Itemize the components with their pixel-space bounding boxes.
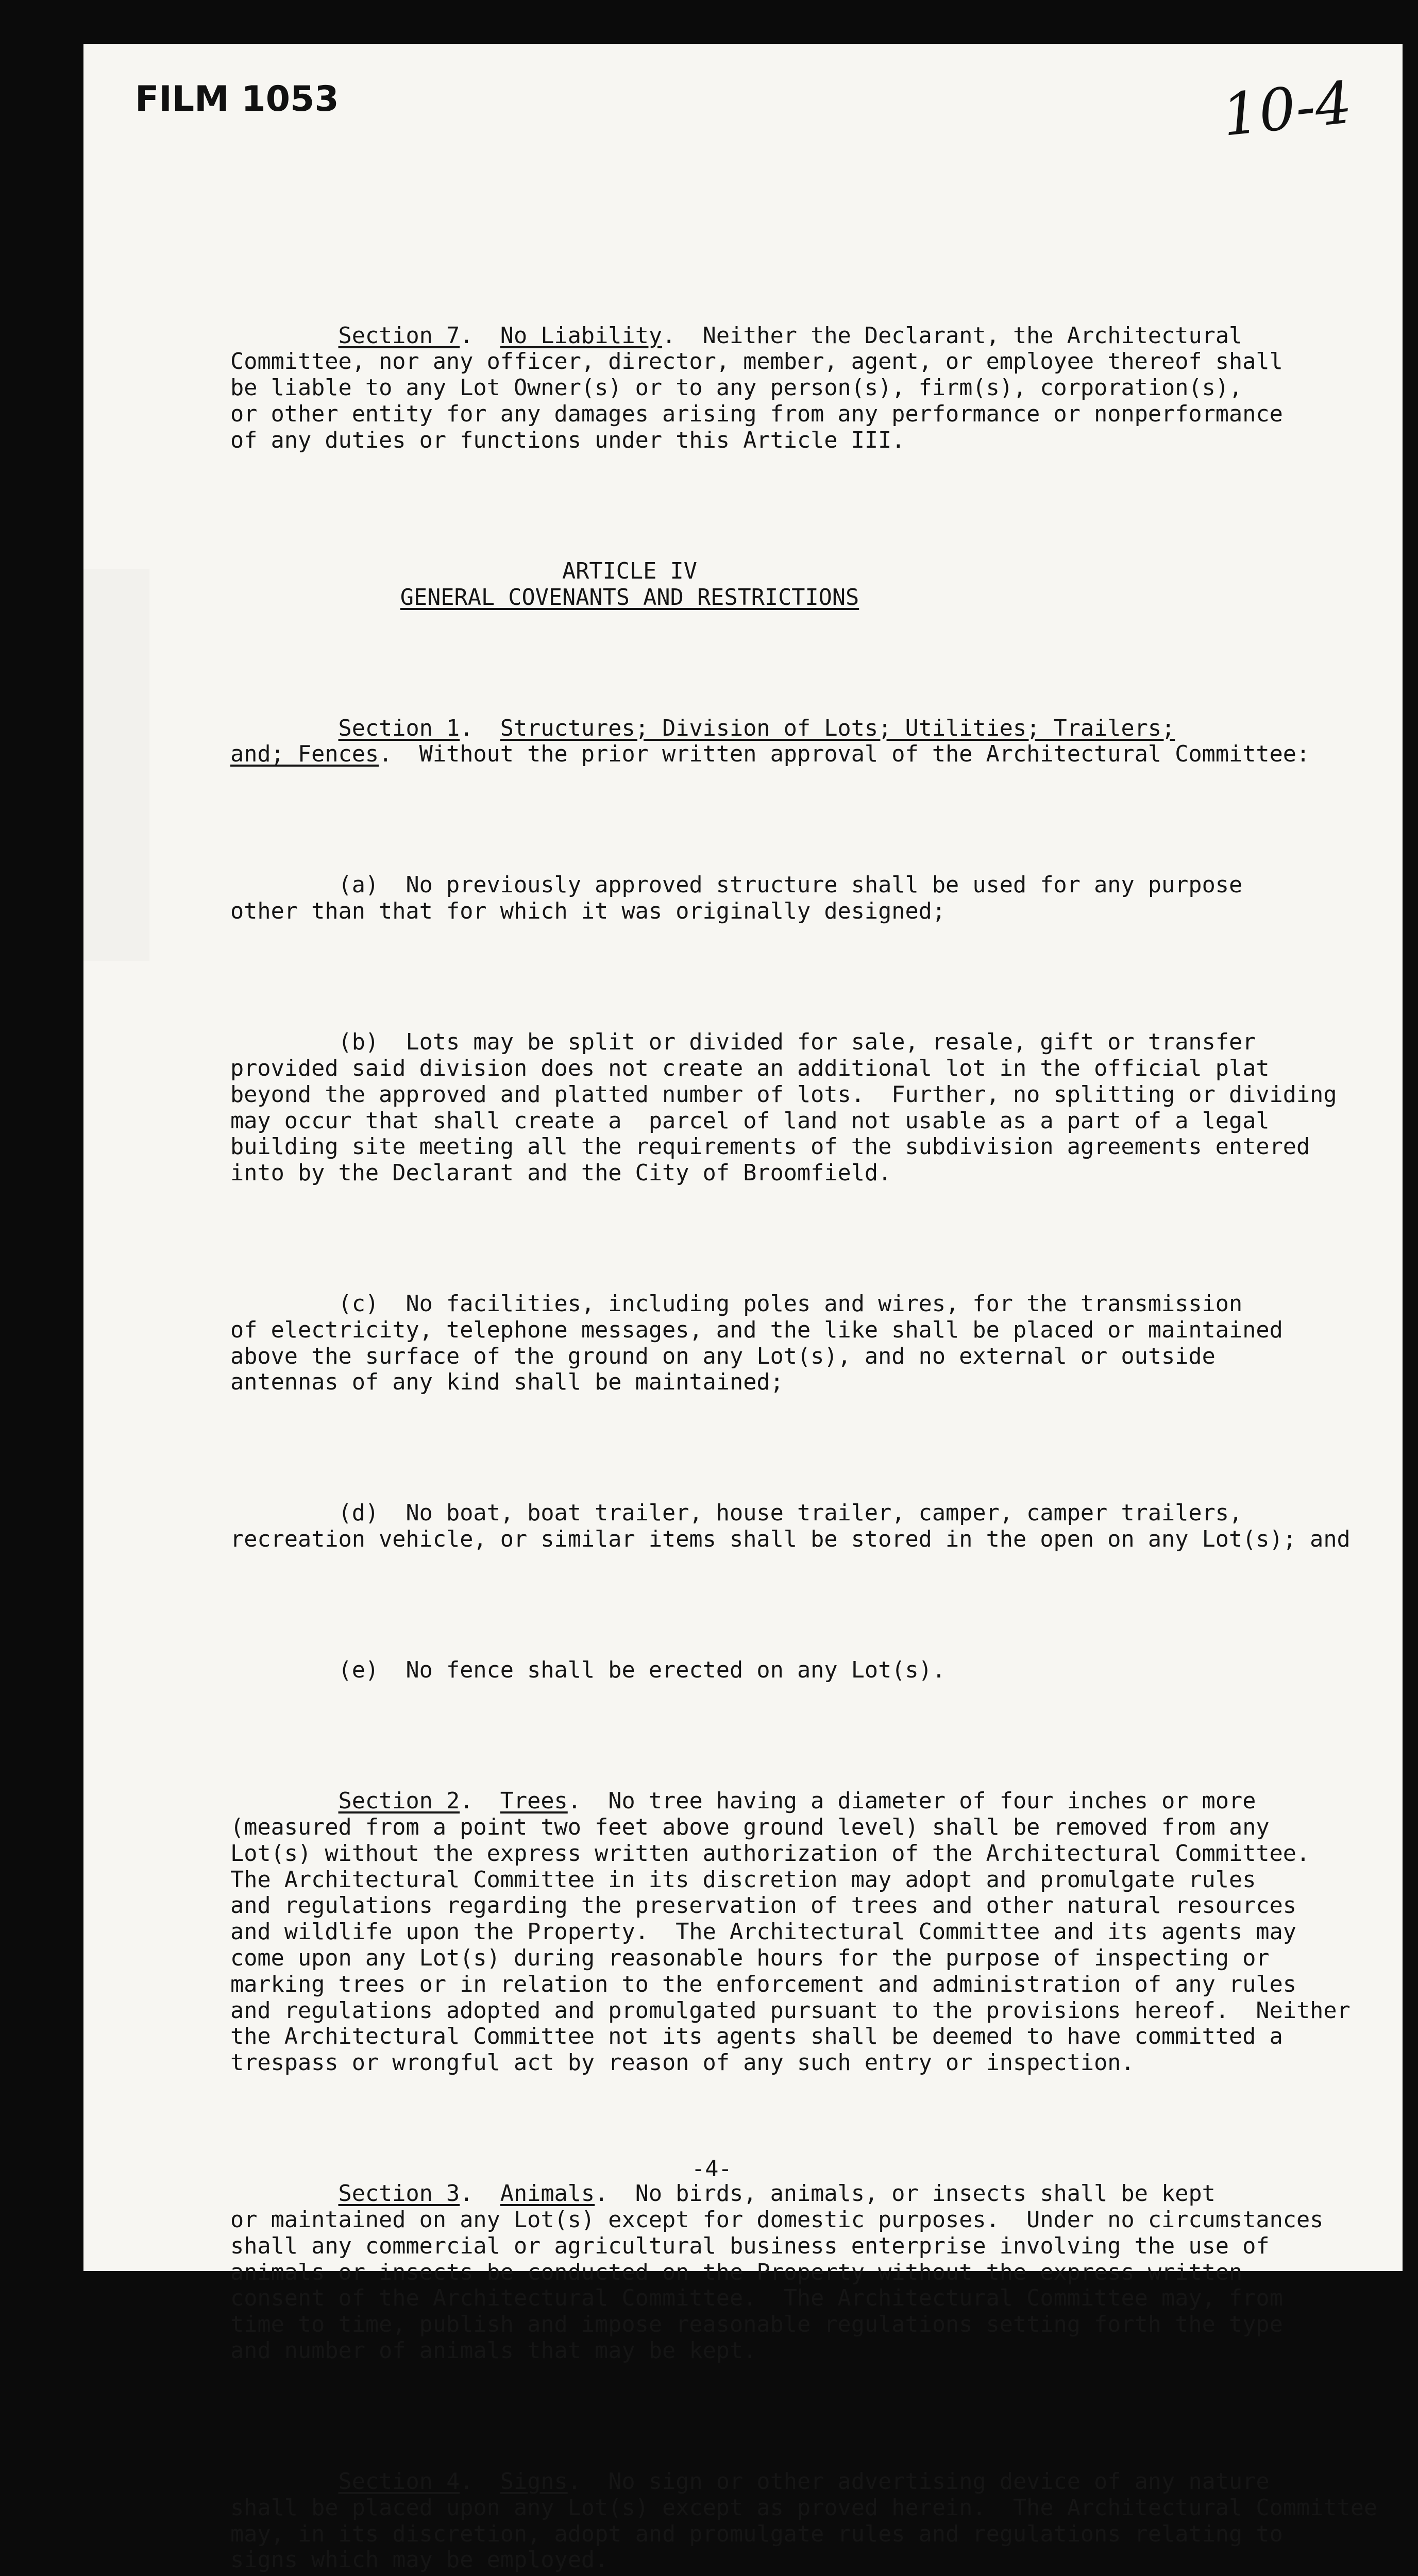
section-heading: Section 1 (338, 715, 460, 741)
section-2: Section 2. Trees. No tree having a diameter of four inches or more (measured from a point two feet above ground level) shall be removed from any Lot(s) without the express written authorization of the Architectural Committee. The Architectural Committee in its discretion may adopt and promulgate rules and regulations regarding the preservation of trees and other natural resources and wildlife upon the Property. The Architectural Committee and its agents may come upon any Lot(s) during reasonable hours for the purpose of inspecting or marking trees or in relation to the enforcement and administration of any rules and regulations adopted and promulgated pursuant to the provisions hereof. Neither the Architectural Committee not its agents shall be deemed to have committed a trespass or wrongful act by reason of any such entry or inspection. (230, 1788, 1351, 2076)
index-tab (83, 569, 149, 961)
section-title: Signs (500, 2468, 568, 2495)
section-4: Section 4. Signs. No sign or other advertising device of any nature shall be placed upon any Lot(s) except as proved herein. The Architectural Committee may, in its discretion, adopt and promulgate rules and regulations relating to signs which may be employed. (230, 2468, 1378, 2573)
clause-e: (e) No fence shall be erected on any Lot(s). (230, 1657, 946, 1684)
section-3: Section 3. Animals. No birds, animals, or insects shall be kept or maintained on any Lot(s) except for domestic purposes. Under no circumstances shall any commercial or agricultural business enterprise involving the use of animals or insects be conducted on the Property without the express written consent of the Architectural Committee. The Architectural Committee may, from time to time, publish and impose reasonable regulations setting forth the type and number of animals that may be kept. (230, 2181, 1324, 2364)
clause-a: (a) No previously approved structure shall be used for any purpose other than that for which it was originally designed; (230, 872, 1243, 925)
section-title: Structures; Division of Lots; Utilities; Trailers; (500, 715, 1175, 741)
article-title: ARTICLE IV (562, 558, 697, 584)
document-body (230, 270, 1379, 2576)
clause-c: (c) No facilities, including poles and wires, for the transmission of electricity, telephone messages, and the like shall be placed or maintained above the surface of the ground on any Lot(s), and no external or outside antennas of any kind shall be maintained; (230, 1291, 1283, 1396)
page-number: -4- (691, 2156, 732, 2182)
handwritten-page-number: 10-4 (1219, 69, 1355, 149)
section-heading: Section 2 (338, 1788, 460, 1815)
section-title-cont: and; Fences (230, 741, 379, 768)
section-title: Animals (500, 2181, 595, 2207)
section-title: No Liability (500, 323, 663, 349)
clause-b: (b) Lots may be split or divided for sale, resale, gift or transfer provided said division does not create an additional lot in the official plat beyond the approved and platted number of lots. Further, no splitting or dividing may occur that shall create a parcel of land not usable as a part of a legal building site meeting all the requirements of the subdivision agreements entered into by the Declarant and the City of Broomfield. (230, 1029, 1337, 1187)
section-title: Trees (500, 1788, 568, 1815)
section-7: Section 7. No Liability. Neither the Declarant, the Architectural Committee, nor any officer, director, member, agent, or employee thereof shall be liable to any Lot Owner(s) or to any person(s), firm(s), corporation(s), or other entity for any damages arising from any performance or nonperformance of any duties or functions under this Article III. (230, 323, 1283, 453)
clause-d: (d) No boat, boat trailer, house trailer, camper, camper trailers, recreation vehicle, or similar items shall be stored in the open on any Lot(s); and (230, 1500, 1351, 1553)
film-stamp: FILM 1053 (135, 79, 339, 120)
section-heading: Section 4 (338, 2468, 460, 2495)
article-subtitle: GENERAL COVENANTS AND RESTRICTIONS (400, 584, 859, 611)
article-heading (230, 558, 1029, 611)
section-heading: Section 7 (338, 323, 460, 349)
section-heading: Section 3 (338, 2181, 460, 2207)
document-page (83, 44, 1403, 2573)
section-1: Section 1. Structures; Division of Lots; Utilities; Trailers; and; Fences. Without the prior written approval of the Architectural Committee: (230, 715, 1310, 768)
